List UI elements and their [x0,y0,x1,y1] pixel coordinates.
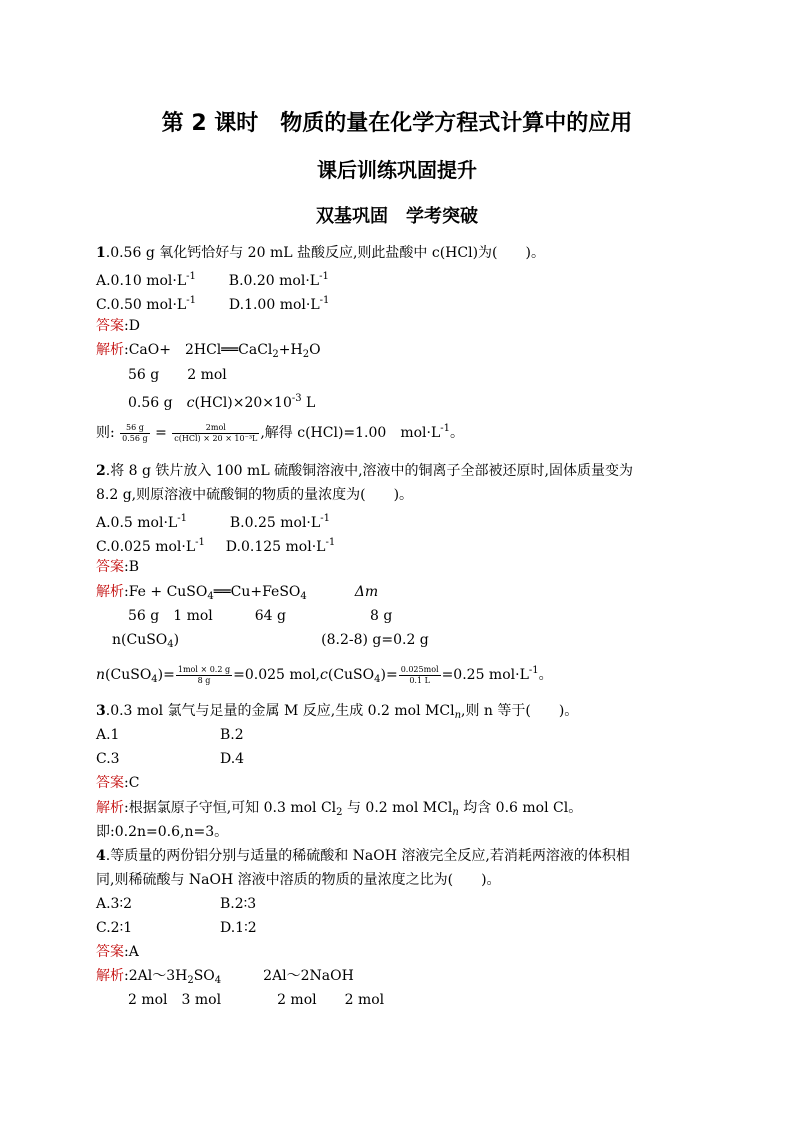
q1-fraction-1: $\frac{56 g}{0.56 g}$ [122,422,148,443]
q4-stem-line2: 同,则稀硫酸与 NaOH 溶液中溶质的物质的量浓度之比为( )。 [96,872,501,888]
q3-options-cd: C.3 D.4 [96,751,245,767]
q1-options-ab: A.0.10 $mol\cdot L^{-1}$ B.0.20 $mol\cdot L^{-1}$ [96,271,329,289]
subsection-title: 双基巩固 学考突破 [316,206,478,227]
q2-answer: 答案:B [96,559,140,575]
q4-options-ab: A.3∶2 B.2∶3 [96,896,257,912]
q2-stem-line1: 2.将 8 g 铁片放入 100 mL 硫酸铜溶液中,溶液中的铜离子全部被还原时,固体质量变为 [96,463,633,479]
q2-equation: 解析:Fe + CuSO$_4$══Cu+FeSO$_4$ Δm [96,584,379,602]
q1-options-cd: C.0.50 $mol\cdot L^{-1}$ D.1.00 $mol\cdot L^{-1}$ [96,295,330,313]
q1-equation: 解析:CaO+ $2HCl══CaCl_2+H_2O$ [96,342,321,360]
q2-fraction-1: $\frac{\text{1mol × 0.2 g}}{8 g}$ [177,664,231,685]
q4-row1: 2 mol 3 mol 2 mol 2 mol [128,992,385,1008]
q2-fraction-2: $\frac{\text{0.025mol}}{0.1 L}$ [400,664,439,685]
q3-stem: 3.0.3 mol 氯气与足量的金属 M 反应,生成 0.2 mol MCl$_n$,则 n 等于( )。 [96,703,579,721]
q4-answer: 答案:A [96,944,139,960]
q2-options-ab: A.0.5 $mol\cdot L^{-1}$ B.0.25 $mol\cdot L^{-1}$ [96,513,330,531]
q4-stem-line1: 4.等质量的两份铝分别与适量的稀硫酸和 NaOH 溶液完全反应,若消耗两溶液的体积相 [96,848,630,864]
lesson-title: 第 2 课时 物质的量在化学方程式计算中的应用 [161,111,633,136]
q1-stem: 1.0.56 g 氧化钙恰好与 20 mL 盐酸反应,则此盐酸中 c(HCl)为( )。 [96,245,545,261]
q3-options-ab: A.1 B.2 [96,727,244,743]
q3-answer: 答案:C [96,775,140,791]
q2-options-cd: C.0.025 $mol\cdot L^{-1}$ D.0.125 $mol\cdot L^{-1}$ [96,537,336,555]
q4-options-cd: C.2∶1 D.1∶2 [96,920,257,936]
q2-stem-line2: 8.2 g,则原溶液中硫酸铜的物质的量浓度为( )。 [96,487,414,503]
q3-conclusion: 即:0.2n=0.6,n=3。 [96,824,229,840]
q4-equation: 解析$:2Al\sim 3H_2SO_4$ 2Al～2NaOH [96,968,354,986]
q2-result: n(CuSO$_4$)= $\frac{\text{1mol × 0.2 g}}{8 g}$ =0.025 mol,c(CuSO$_4$)= $\frac{\text{0.025mol}}{0.1 L}$ =0.25 $mol\cdot L^{-1}$。 [96,664,553,685]
q1-result: 则: $\frac{56 g}{0.56 g}$ = $\frac{\text{2mol}}{\text{c(HCl) × 20 × 10⁻³L}}$ ,解得 c(HCl)=1.00 $mol\cdot L^{-1}$。 [96,422,465,443]
q1-fraction-2: $\frac{\text{2mol}}{\text{c(HCl) × 20 × 10⁻³L}}$ [174,422,258,443]
q1-answer: 答案:D [96,318,140,334]
q1-row1: 56 g 2 mol [128,367,227,383]
q2-row1: 56 g 1 mol 64 g 8 g [128,608,393,624]
section-title: 课后训练巩固提升 [317,158,477,182]
q3-analysis: 解析:根据氯原子守恒,可知 0.3 mol $Cl_2$ 与 0.2 mol MCl$_n$ 均含 0.6 mol Cl。 [96,800,583,818]
q1-row2: 0.56 g $c(HCl)\times 20\times 10^{-3}$ L [128,393,316,411]
q2-row2: n(CuSO$_4$) (8.2-8) g=0.2 g [112,632,429,650]
